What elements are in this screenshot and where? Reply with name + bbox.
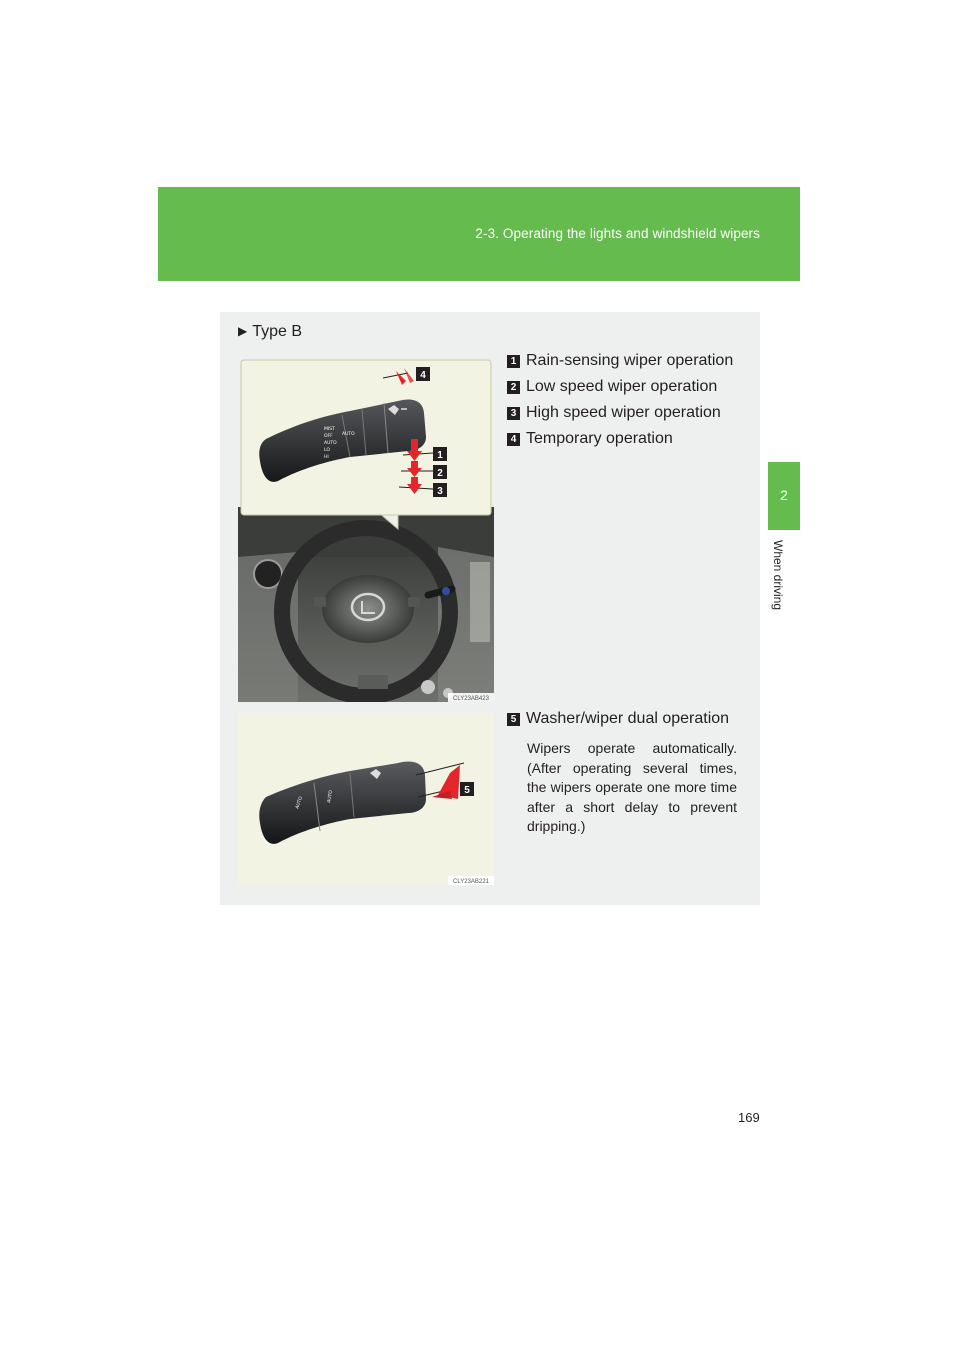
list-item — [507, 430, 747, 456]
figure-code: CLY23AB423 — [453, 696, 489, 702]
item-number: 2 — [507, 381, 520, 394]
switch-position-label: OFF — [324, 434, 333, 439]
item-number: 3 — [507, 407, 520, 420]
switch-position-label: MIST — [324, 427, 335, 432]
switch-position-label: LO — [324, 448, 330, 453]
switch-position-label: HI — [324, 455, 329, 460]
callout-number: 4 — [420, 370, 426, 381]
ring-label: AUTO — [327, 789, 335, 804]
list-item — [507, 404, 747, 430]
section-header-band — [158, 187, 800, 281]
item-number: 1 — [507, 355, 520, 368]
item-label: High speed wiper operation — [526, 404, 721, 421]
chapter-number: 2 — [780, 487, 788, 503]
type-heading — [238, 323, 302, 341]
callout-number: 3 — [437, 486, 443, 497]
operation-list — [507, 352, 747, 456]
item-label: Temporary operation — [526, 430, 673, 447]
list-item — [507, 378, 747, 404]
page-number: 169 — [738, 1110, 760, 1125]
type-heading-text: Type B — [252, 323, 303, 340]
washer-description: Wipers operate automatically. (After operating several times, the wipers operate one more time after a short delay to prevent dripping.) — [527, 740, 737, 834]
switch-position-label: AUTO — [324, 441, 337, 446]
item-label: Low speed wiper operation — [526, 378, 718, 395]
item-number: 4 — [507, 433, 520, 446]
list-item — [507, 352, 747, 378]
callout-number: 5 — [464, 785, 470, 796]
content-panel — [220, 312, 760, 905]
callout-number: 1 — [437, 450, 443, 461]
section-title: 2-3. Operating the lights and windshield wipers — [475, 226, 760, 241]
list-item-washer — [507, 710, 729, 728]
item-label: Rain-sensing wiper operation — [526, 352, 734, 369]
washer-lever-figure — [238, 713, 494, 885]
item-label: Washer/wiper dual operation — [526, 710, 730, 727]
triangle-bullet-icon: ▶ — [238, 324, 248, 338]
chapter-tab — [768, 462, 800, 530]
ring-label: AUTO — [342, 432, 355, 437]
switch-label: AUTO — [295, 796, 305, 810]
chapter-label-wrap — [771, 540, 789, 630]
item-number: 5 — [507, 713, 520, 726]
wiper-lever-dashboard-figure — [238, 357, 494, 702]
chapter-label: When driving — [771, 540, 785, 611]
figure-code: CLY23AB221 — [453, 879, 489, 885]
callout-number: 2 — [437, 468, 443, 479]
